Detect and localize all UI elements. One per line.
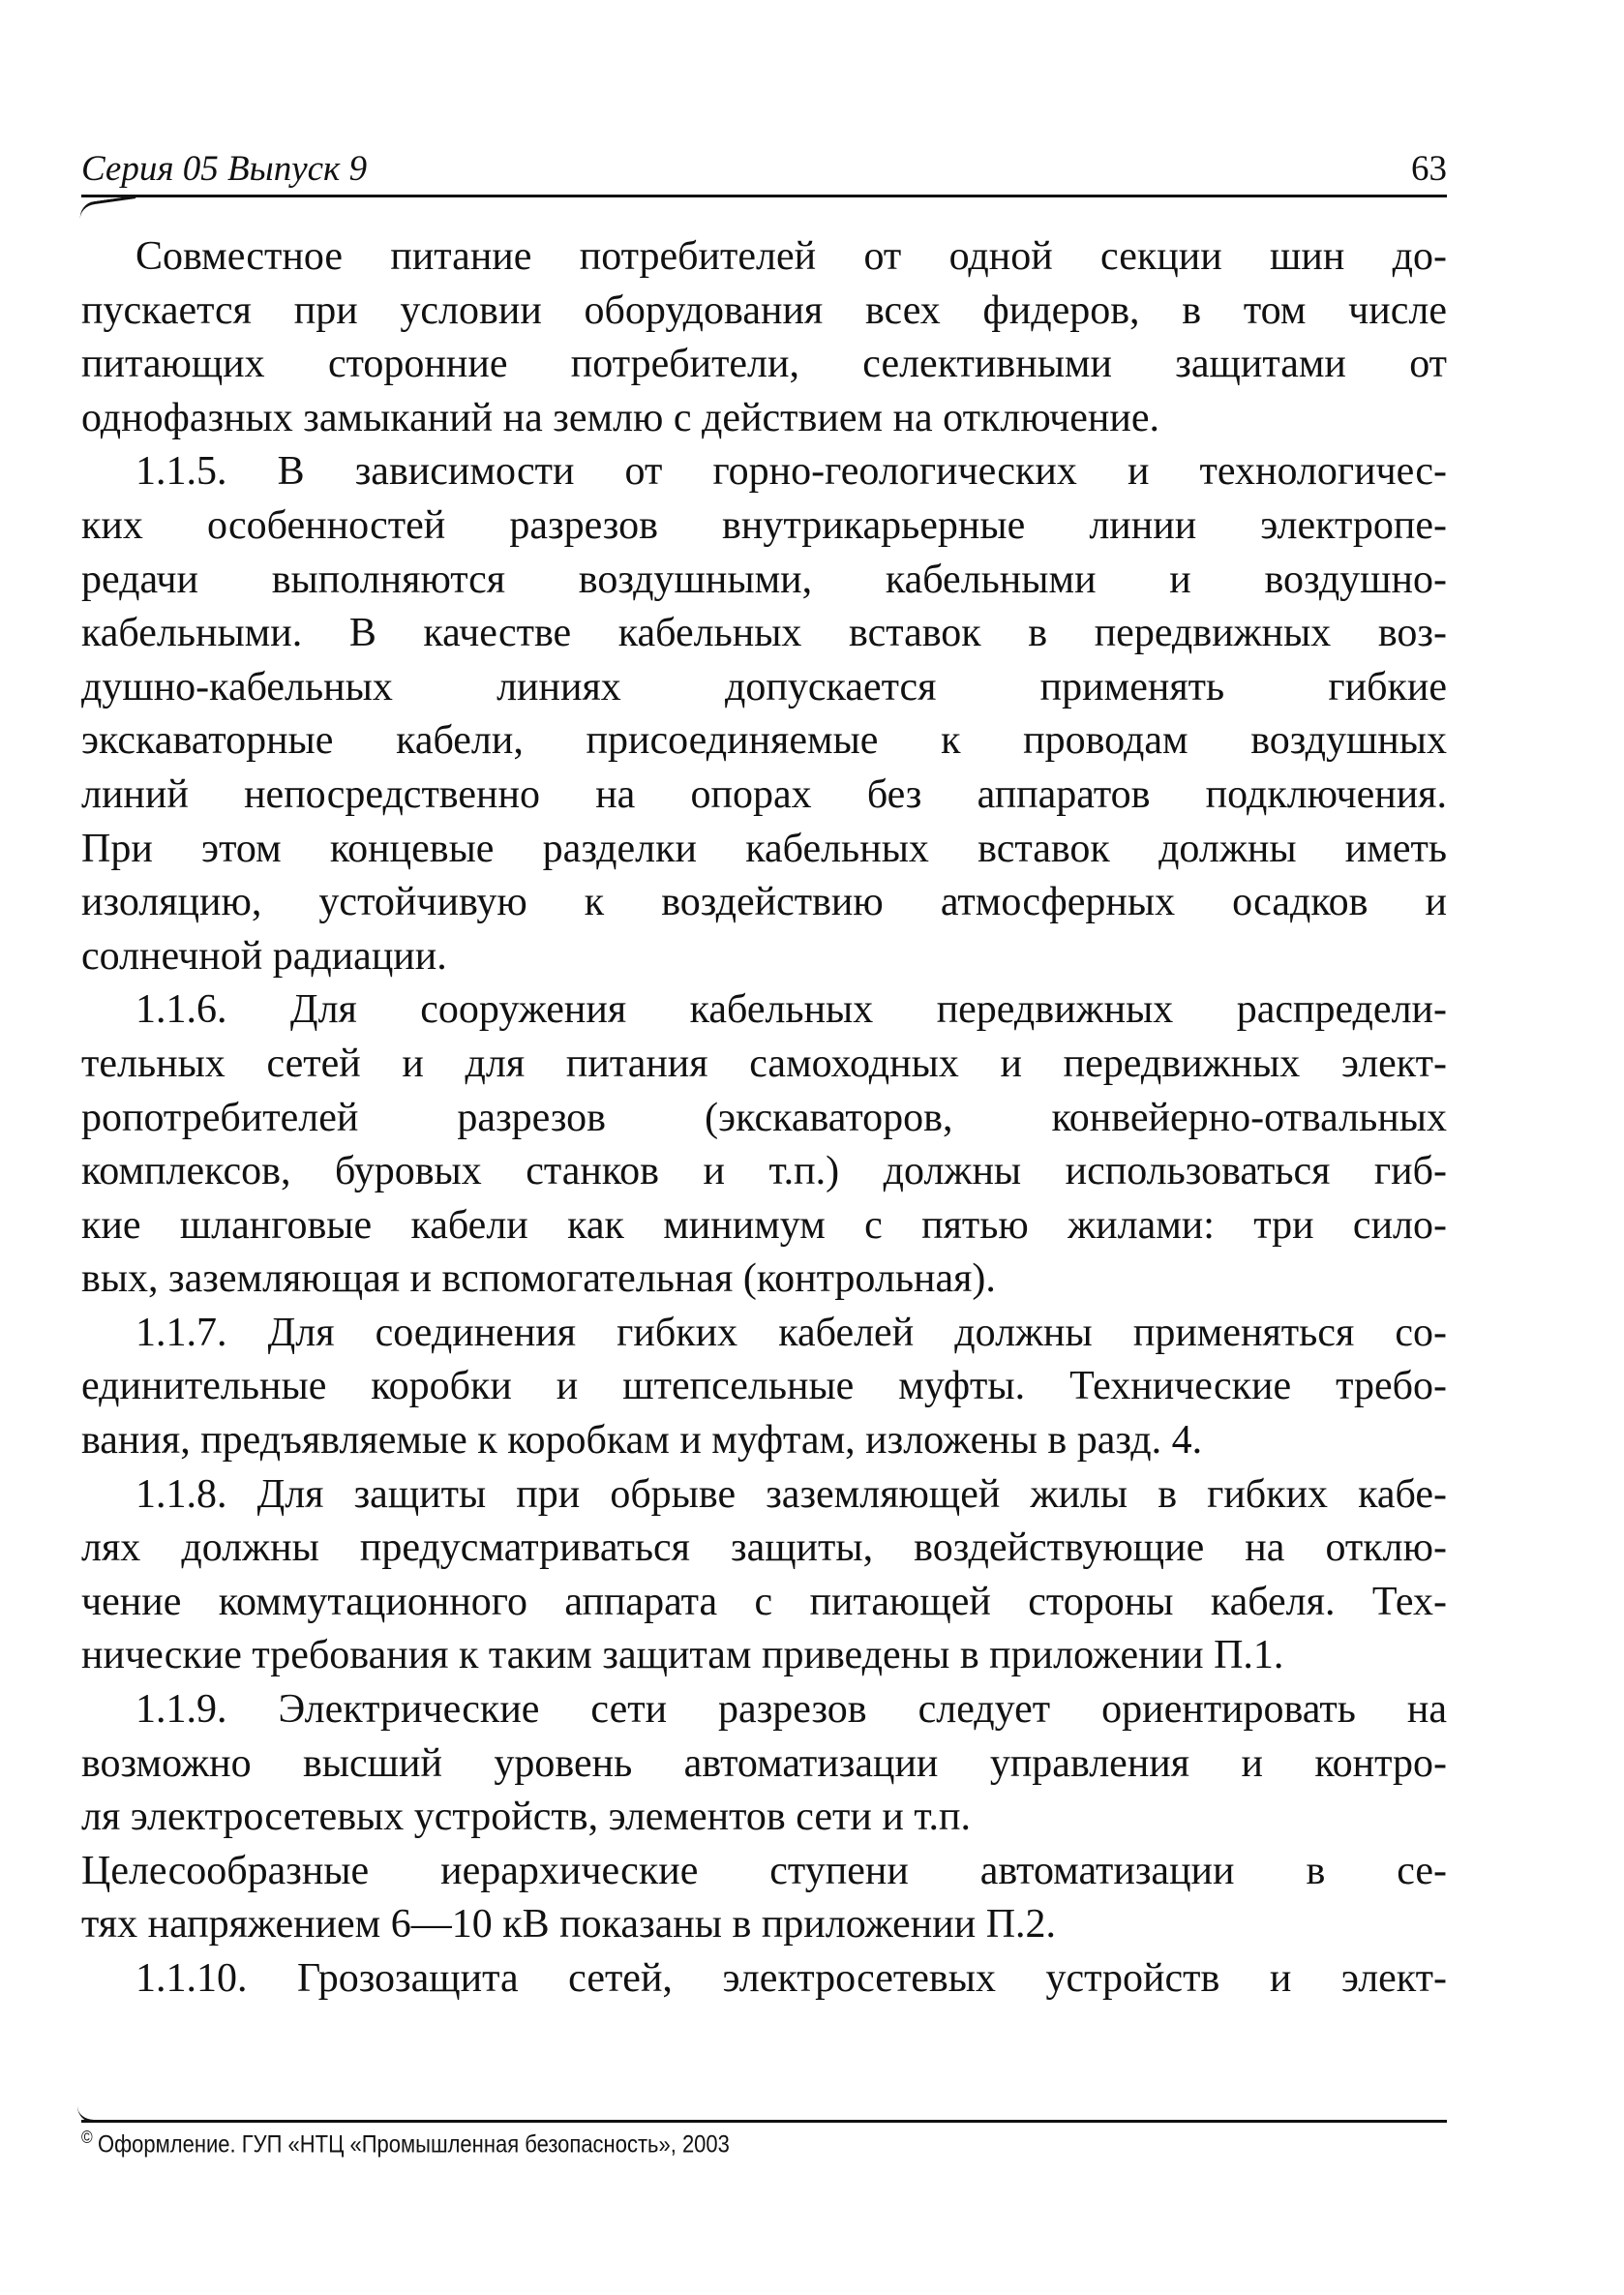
paragraph [81, 445, 1447, 983]
text-line: лях должны предусматриваться защиты, воздействующие на отклю- [81, 1525, 1447, 1571]
text-line: вых, заземляющая и вспомогательная (контрольная). [81, 1256, 996, 1302]
text-line: возможно высший уровень автоматизации управления и контро- [81, 1740, 1447, 1786]
text-line: комплексов, буровых станков и т.п.) должны использоваться гиб- [81, 1149, 1447, 1194]
text-line: Целесообразные иерархические ступени автоматизации в се- [81, 1848, 1447, 1893]
text-line: 1.1.5. В зависимости от горно-геологических и технологичес- [135, 449, 1447, 495]
text-line: питающих сторонние потребители, селективными защитами от [81, 342, 1447, 387]
text-line: кабельными. В качестве кабельных вставок в передвижных воз- [81, 611, 1447, 656]
paragraph [81, 1683, 1447, 1845]
text-line: Совместное питание потребителей от одной секции шин до- [135, 234, 1447, 279]
paragraph [81, 230, 1447, 445]
text-line: ропотребителей разрезов (экскаваторов, конвейерно-отвальных [81, 1095, 1447, 1140]
text-line: 1.1.8. Для защиты при обрыве заземляющей жилы в гибких кабе- [135, 1471, 1447, 1517]
text-line: кие шланговые кабели как минимум с пятью жилами: три сило- [81, 1202, 1447, 1248]
text-line: 1.1.10. Грозозащита сетей, электросетевых устройств и элект- [135, 1956, 1447, 2001]
text-line: чение коммутационного аппарата с питающей стороны кабеля. Тех- [81, 1579, 1447, 1624]
text-line: единительные коробки и штепсельные муфты. Технические требо- [81, 1364, 1447, 1409]
text-line: экскаваторные кабели, присоединяемые к проводам воздушных [81, 718, 1447, 764]
text-line: При этом концевые разделки кабельных вставок должны иметь [81, 826, 1447, 871]
footer [81, 2128, 730, 2159]
text-line: тельных сетей и для питания самоходных и передвижных элект- [81, 1041, 1447, 1086]
copyright-symbol: © [81, 2128, 93, 2147]
text-line: солнечной радиации. [81, 933, 447, 979]
body-text [81, 230, 1447, 2007]
text-line: пускается при условии оборудования всех фидеров, в том числе [81, 287, 1447, 333]
text-line: ких особенностей разрезов внутрикарьерные линии электропе- [81, 502, 1447, 548]
running-header [81, 145, 1447, 194]
text-line: тях напряжением 6—10 кВ показаны в приложении П.2. [81, 1902, 1057, 1948]
paragraph [81, 1845, 1447, 1952]
header-rule [81, 195, 1447, 197]
paragraph [81, 1307, 1447, 1468]
paragraph [81, 983, 1447, 1307]
footer-text: Оформление. ГУП «НТЦ «Промышленная безопасность», 2003 [97, 2130, 730, 2159]
text-line: однофазных замыканий на землю с действием на отключение. [81, 395, 1159, 440]
text-line: изоляцию, устойчивую к воздействию атмосферных осадков и [81, 880, 1447, 925]
footer-rule [81, 2120, 1447, 2123]
text-line: вания, предъявляемые к коробкам и муфтам, изложены в разд. 4. [81, 1418, 1203, 1464]
text-line: редачи выполняются воздушными, кабельными и воздушно- [81, 557, 1447, 602]
paragraph [81, 1468, 1447, 1683]
paragraph [81, 1952, 1447, 2007]
text-line: ля электросетевых устройств, элементов сети и т.п. [81, 1795, 972, 1840]
text-line: линий непосредственно на опорах без аппаратов подключения. [81, 771, 1447, 817]
text-line: душно-кабельных линиях допускается применять гибкие [81, 664, 1447, 710]
text-line: 1.1.6. Для сооружения кабельных передвижных распредели- [135, 987, 1447, 1033]
text-line: 1.1.9. Электрические сети разрезов следует ориентировать на [135, 1687, 1447, 1733]
header-rule-swash [78, 196, 138, 220]
text-line: нические требования к таким защитам приведены в приложении П.1. [81, 1633, 1284, 1678]
text-line: 1.1.7. Для соединения гибких кабелей должны применяться со- [135, 1310, 1447, 1355]
page-number: 63 [1411, 149, 1447, 189]
series-title: Серия 05 Выпуск 9 [81, 149, 368, 189]
